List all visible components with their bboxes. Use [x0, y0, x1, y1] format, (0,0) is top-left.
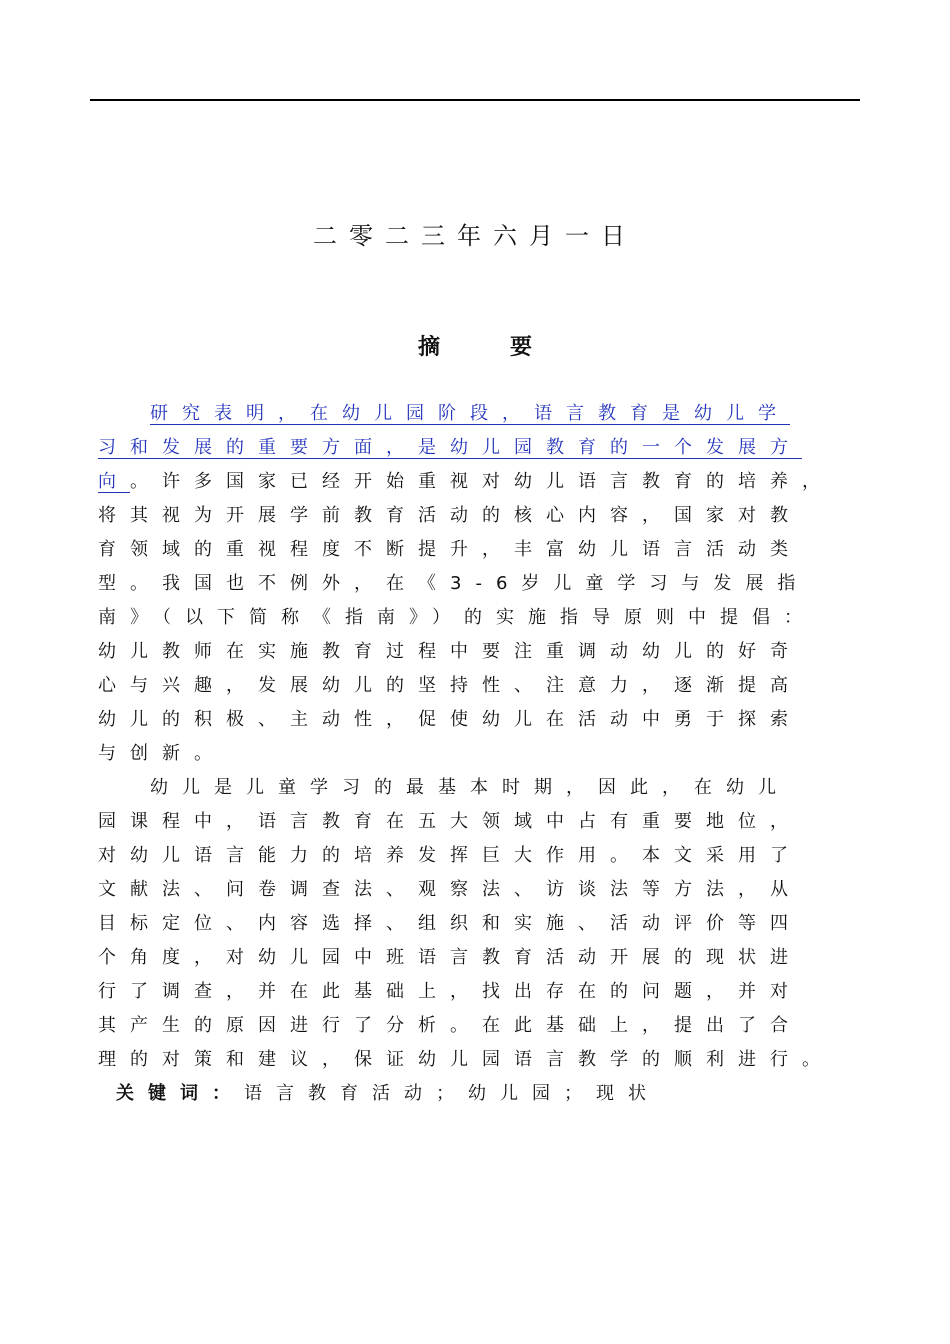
text-line: 其产生的原因进行了分析。在此基础上，提出了合 [98, 1015, 802, 1036]
header-rule [90, 99, 860, 101]
text-line: 育领域的重视程度不断提升，丰富幼儿语言活动类 [98, 539, 802, 560]
text-line: 个角度，对幼儿园中班语言教育活动开展的现状进 [98, 947, 802, 968]
text-line: 幼儿是儿童学习的最基本时期，因此，在幼儿 [150, 777, 790, 798]
text-line: 南》（以下简称《指南》）的实施指导原则中提倡： [98, 607, 816, 628]
text-line: 理的对策和建议，保证幼儿园语言教学的顺利进行。 [98, 1049, 834, 1070]
text-line [98, 431, 858, 465]
text-line: 将其视为开展学前教育活动的核心内容，国家对教 [98, 505, 802, 526]
citation-link[interactable]: 习和发展的重要方面，是幼儿园教育的一个发展方 [98, 437, 802, 458]
cover-date: 二零二三年六月一日 [313, 222, 637, 250]
abstract-heading [0, 331, 950, 365]
keywords-row [98, 1077, 858, 1111]
abstract-heading-left: 摘 [417, 335, 440, 360]
keywords-label: 关键词： [116, 1083, 244, 1104]
text-line: 对幼儿语言能力的培养发挥巨大作用。本文采用了 [98, 845, 802, 866]
keywords-value: 语言教育活动；幼儿园；现状 [244, 1083, 660, 1104]
citation-link[interactable]: 研究表明，在幼儿园阶段，语言教育是幼儿学 [150, 403, 790, 424]
text-line: 行了调查，并在此基础上，找出存在的问题，并对 [98, 981, 802, 1002]
text-line: 心与兴趣，发展幼儿的坚持性、注意力，逐渐提高 [98, 675, 802, 696]
abstract-body [98, 397, 858, 1111]
text-span: 。许多国家已经开始重视对幼儿语言教育的培养， [130, 471, 834, 492]
text-line [98, 397, 858, 431]
text-line: 幼儿的积极、主动性，促使幼儿在活动中勇于探索 [98, 709, 802, 730]
text-line: 幼儿教师在实施教育过程中要注重调动幼儿的好奇 [98, 641, 802, 662]
text-line: 目标定位、内容选择、组织和实施、活动评价等四 [98, 913, 802, 934]
citation-link[interactable]: 向 [98, 471, 130, 492]
text-line: 与创新。 [98, 743, 226, 764]
text-line [98, 465, 858, 499]
abstract-heading-right: 要 [510, 335, 533, 360]
text-line: 文献法、问卷调查法、观察法、访谈法等方法，从 [98, 879, 802, 900]
text-line: 型。我国也不例外，在《3-6岁儿童学习与发展指 [98, 573, 810, 594]
text-line: 园课程中，语言教育在五大领域中占有重要地位， [98, 811, 802, 832]
